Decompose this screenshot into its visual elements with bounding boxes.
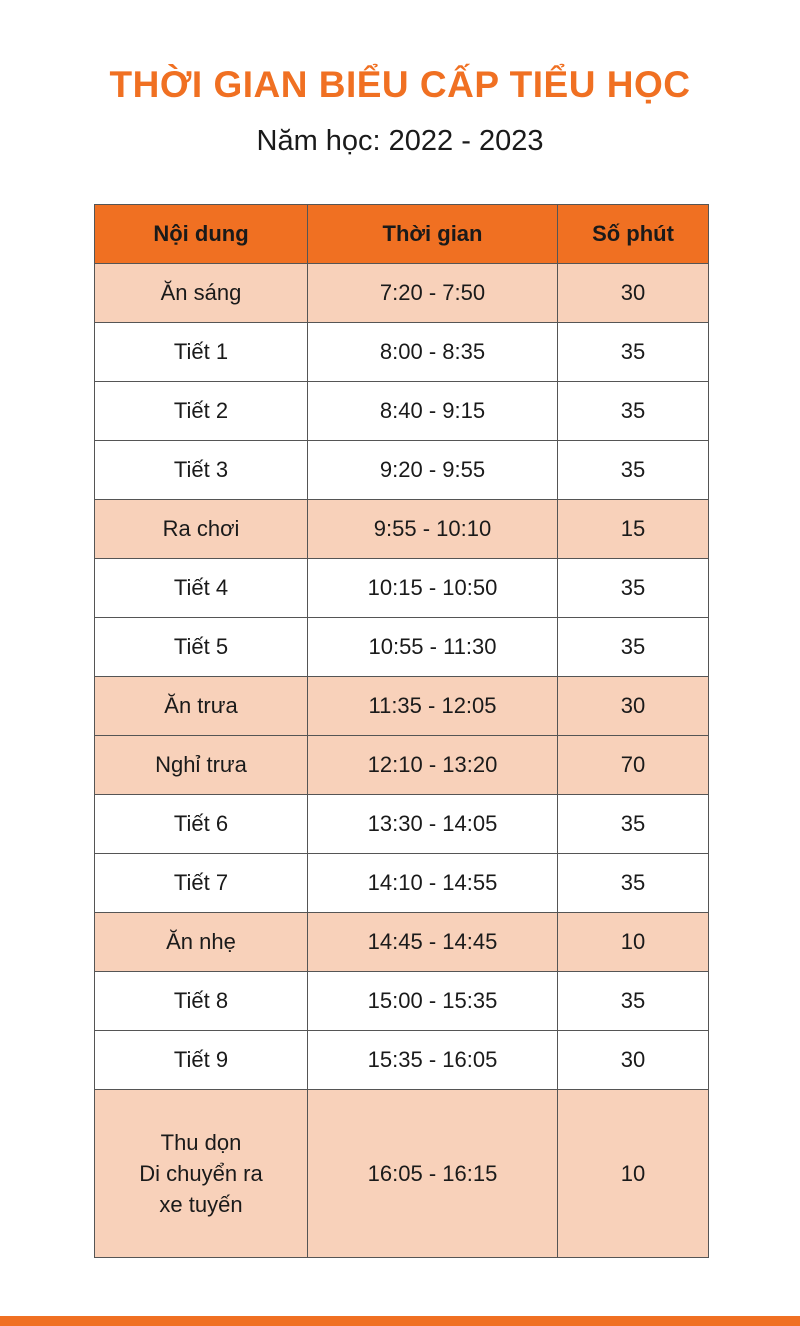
cell-time: 8:40 - 9:15 <box>308 382 558 441</box>
cell-time: 14:45 - 14:45 <box>308 913 558 972</box>
cell-minutes: 35 <box>558 323 709 382</box>
bottom-accent-bar <box>0 1316 800 1326</box>
cell-content: Ăn sáng <box>95 264 308 323</box>
table-row <box>95 736 709 795</box>
table-row <box>95 264 709 323</box>
cell-time: 10:15 - 10:50 <box>308 559 558 618</box>
cell-content: Ăn nhẹ <box>95 913 308 972</box>
column-header-minutes: Số phút <box>558 205 709 264</box>
cell-content: Ra chơi <box>95 500 308 559</box>
cell-content-line: Thu dọn <box>160 1130 242 1155</box>
table-row <box>95 500 709 559</box>
cell-content <box>95 1090 308 1258</box>
cell-time: 16:05 - 16:15 <box>308 1090 558 1258</box>
cell-content: Ăn trưa <box>95 677 308 736</box>
column-header-content: Nội dung <box>95 205 308 264</box>
cell-minutes: 30 <box>558 1031 709 1090</box>
cell-time: 11:35 - 12:05 <box>308 677 558 736</box>
cell-content: Tiết 5 <box>95 618 308 677</box>
cell-time: 12:10 - 13:20 <box>308 736 558 795</box>
table-header-row <box>95 205 709 264</box>
cell-minutes: 10 <box>558 1090 709 1258</box>
cell-time: 9:20 - 9:55 <box>308 441 558 500</box>
table-row <box>95 677 709 736</box>
cell-time: 13:30 - 14:05 <box>308 795 558 854</box>
table-row <box>95 559 709 618</box>
cell-content: Nghỉ trưa <box>95 736 308 795</box>
table-row <box>95 618 709 677</box>
cell-time: 15:00 - 15:35 <box>308 972 558 1031</box>
cell-content: Tiết 6 <box>95 795 308 854</box>
cell-time: 7:20 - 7:50 <box>308 264 558 323</box>
table-row <box>95 972 709 1031</box>
schedule-table <box>94 204 709 1258</box>
table-row <box>95 1090 709 1258</box>
cell-minutes: 15 <box>558 500 709 559</box>
cell-content: Tiết 3 <box>95 441 308 500</box>
table-row <box>95 1031 709 1090</box>
cell-minutes: 35 <box>558 382 709 441</box>
table-row <box>95 382 709 441</box>
cell-time: 14:10 - 14:55 <box>308 854 558 913</box>
cell-minutes: 10 <box>558 913 709 972</box>
table-body <box>95 264 709 1258</box>
table-row <box>95 795 709 854</box>
cell-minutes: 35 <box>558 618 709 677</box>
cell-minutes: 30 <box>558 264 709 323</box>
cell-content: Tiết 1 <box>95 323 308 382</box>
cell-minutes: 35 <box>558 972 709 1031</box>
cell-minutes: 35 <box>558 441 709 500</box>
cell-content: Tiết 2 <box>95 382 308 441</box>
cell-time: 8:00 - 8:35 <box>308 323 558 382</box>
table-row <box>95 913 709 972</box>
school-year-subtitle: Năm học: 2022 - 2023 <box>256 125 544 157</box>
cell-content: Tiết 4 <box>95 559 308 618</box>
cell-time: 9:55 - 10:10 <box>308 500 558 559</box>
cell-content: Tiết 8 <box>95 972 308 1031</box>
cell-minutes: 35 <box>558 559 709 618</box>
cell-content: Tiết 7 <box>95 854 308 913</box>
page-title: THỜI GIAN BIỂU CẤP TIỂU HỌC <box>109 64 691 105</box>
cell-minutes: 30 <box>558 677 709 736</box>
table-row <box>95 854 709 913</box>
cell-content: Tiết 9 <box>95 1031 308 1090</box>
table-row <box>95 441 709 500</box>
cell-minutes: 35 <box>558 795 709 854</box>
cell-content-line: xe tuyến <box>159 1192 243 1217</box>
column-header-time: Thời gian <box>308 205 558 264</box>
cell-minutes: 70 <box>558 736 709 795</box>
cell-time: 15:35 - 16:05 <box>308 1031 558 1090</box>
table-row <box>95 323 709 382</box>
cell-minutes: 35 <box>558 854 709 913</box>
cell-time: 10:55 - 11:30 <box>308 618 558 677</box>
cell-content-line: Di chuyển ra <box>139 1161 263 1186</box>
